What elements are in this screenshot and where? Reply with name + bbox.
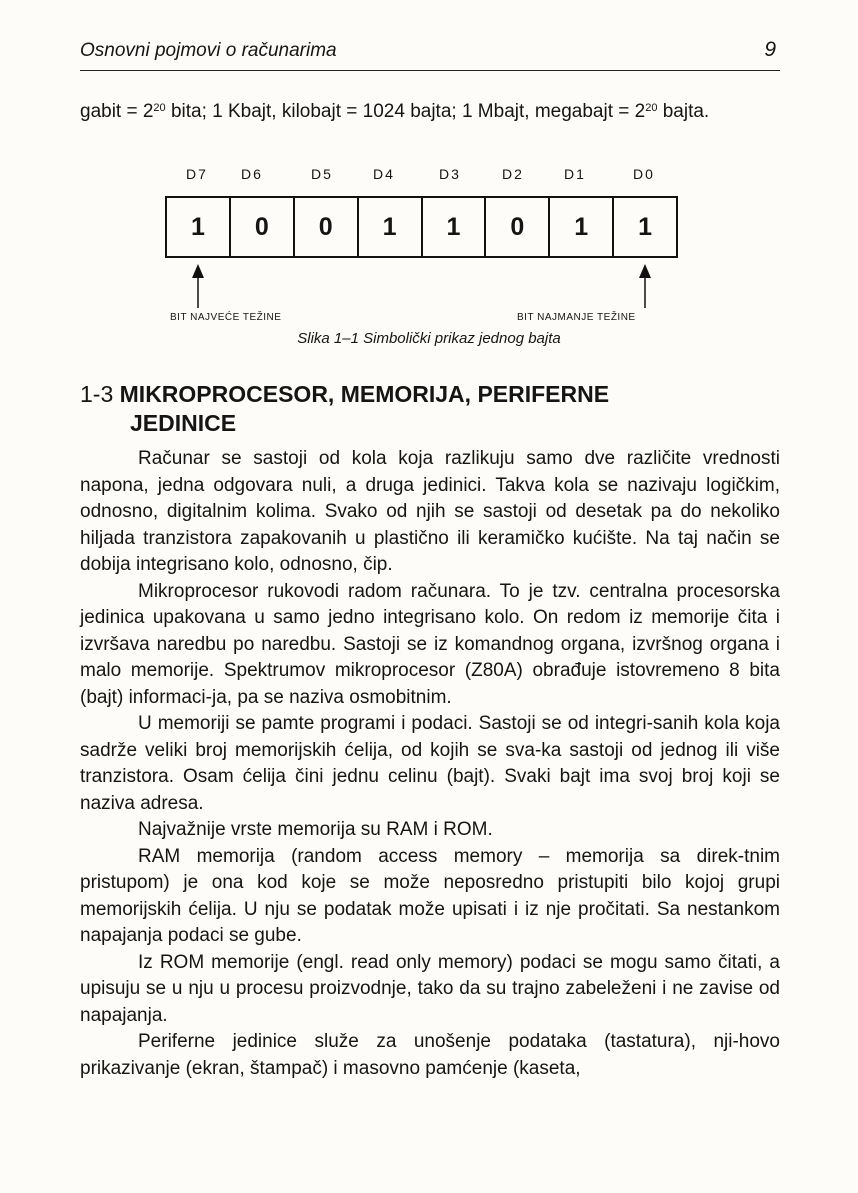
paragraph-7: Periferne jedinice služe za unošenje podataka (tastatura), nji-hovo prikazivanje (ekran, štampač) i masovno pamćenje (kaseta, bbox=[80, 1031, 780, 1079]
paragraph-3: U memoriji se pamte programi i podaci. Sastoji se od integri-sanih kola koja sadrže veliki broj memorijskih ćelija, od kojih se sva-ka sastoji od jednog ili više tranzistora. Osam ćelija čini jednu celinu (bajt). Svaki bajt ima svoj broj koji se naziva adresa. bbox=[80, 713, 780, 814]
paragraph-5: RAM memorija (random access memory – memorija sa direk-tnim pristupom) je ona kod koje se može neposredno pristupiti bilo kojoj grupi memorijskih ćelija. U nju se podatak može upisati i iz nje pročitati. Sa nestankom napajanja podaci se gube. bbox=[80, 845, 780, 946]
paragraph-1: Računar se sastoji od kola koja razlikuju samo dve različite vrednosti napona, jedna odgovara nuli, a druga jedinici. Takva kola se nazivaju logičkim, odnosno, digitalnim kolima. Svako od njih se sastoji od desetak pa do nekoliko hiljada tranzistora zapakovanih u plastično ili keramičko kućište. Na taj način se dobija integrisano kolo, odnosno, čip. bbox=[80, 448, 780, 575]
running-head: Osnovni pojmovi o računarima bbox=[80, 40, 337, 61]
section-number: 1-3 bbox=[80, 381, 114, 407]
bit-labels bbox=[0, 166, 858, 190]
bit-label-d6: D6 bbox=[241, 166, 263, 182]
intro-part1: gabit = 2 bbox=[80, 101, 154, 122]
lsb-arrow-icon bbox=[638, 264, 652, 308]
bit-label-d3: D3 bbox=[439, 166, 461, 182]
section-title-line1: MIKROPROCESOR, MEMORIJA, PERIFERNE bbox=[119, 381, 610, 407]
intro-text bbox=[80, 98, 780, 126]
bit-cell-d0: 1 bbox=[638, 212, 653, 241]
lsb-note: BIT NAJMANJE TEŽINE bbox=[517, 312, 636, 323]
bit-label-d5: D5 bbox=[311, 166, 333, 182]
bit-cell-d7: 1 bbox=[167, 198, 231, 256]
bit-label-d0: D0 bbox=[633, 166, 655, 182]
paragraph-4: Najvažnije vrste memorija su RAM i ROM. bbox=[138, 819, 493, 840]
bit-label-d4: D4 bbox=[373, 166, 395, 182]
bit-label-d2: D2 bbox=[502, 166, 524, 182]
figure-caption: Slika 1–1 Simbolički prikaz jednog bajta bbox=[297, 330, 561, 347]
paragraph-2: Mikroprocesor rukovodi radom računara. To je tzv. centralna procesorska jedinica upakovana u samo jedno integrisano kolo. On redom iz memorije čita i izvršava naredbu po naredbu. Sastoji se iz komandnog organa, izvršnog organa i malo memorije. Spektrumov mikroprocesor (Z80A) obrađuje istovremeno 8 bita (bajt) informaci-ja, pa se naziva osmobitnim. bbox=[80, 580, 780, 708]
intro-part3: bajta. bbox=[657, 101, 710, 122]
msb-arrow-icon bbox=[191, 264, 205, 308]
byte-diagram bbox=[165, 196, 678, 258]
body-text bbox=[80, 446, 780, 1082]
bit-cell-d4: 1 bbox=[359, 198, 423, 256]
bit-cell-d1: 1 bbox=[550, 198, 614, 256]
bit-label-d7: D7 bbox=[186, 166, 208, 182]
bit-cell-d6: 0 bbox=[231, 198, 295, 256]
bit-cell-d5: 0 bbox=[295, 198, 359, 256]
bit-label-d1: D1 bbox=[564, 166, 586, 182]
page-number: 9 bbox=[764, 38, 776, 61]
section-heading bbox=[80, 380, 780, 438]
msb-note: BIT NAJVEĆE TEŽINE bbox=[170, 312, 282, 323]
bit-cell-d2: 0 bbox=[486, 198, 550, 256]
paragraph-6: Iz ROM memorije (engl. read only memory) podaci se mogu samo čitati, a upisuju se u nju u procesu proizvodnje, tako da su trajno zabeleženi i ne zavise od napajanja. bbox=[80, 951, 780, 1026]
page-header bbox=[80, 38, 780, 71]
intro-exponent-2: 20 bbox=[645, 102, 658, 114]
intro-exponent-1: 20 bbox=[153, 102, 166, 114]
intro-part2: bita; 1 Kbajt, kilobajt = 1024 bajta; 1 Mbajt, megabajt = 2 bbox=[165, 101, 646, 122]
section-title-line2: JEDINICE bbox=[130, 410, 237, 436]
bit-cell-d3: 1 bbox=[423, 198, 487, 256]
